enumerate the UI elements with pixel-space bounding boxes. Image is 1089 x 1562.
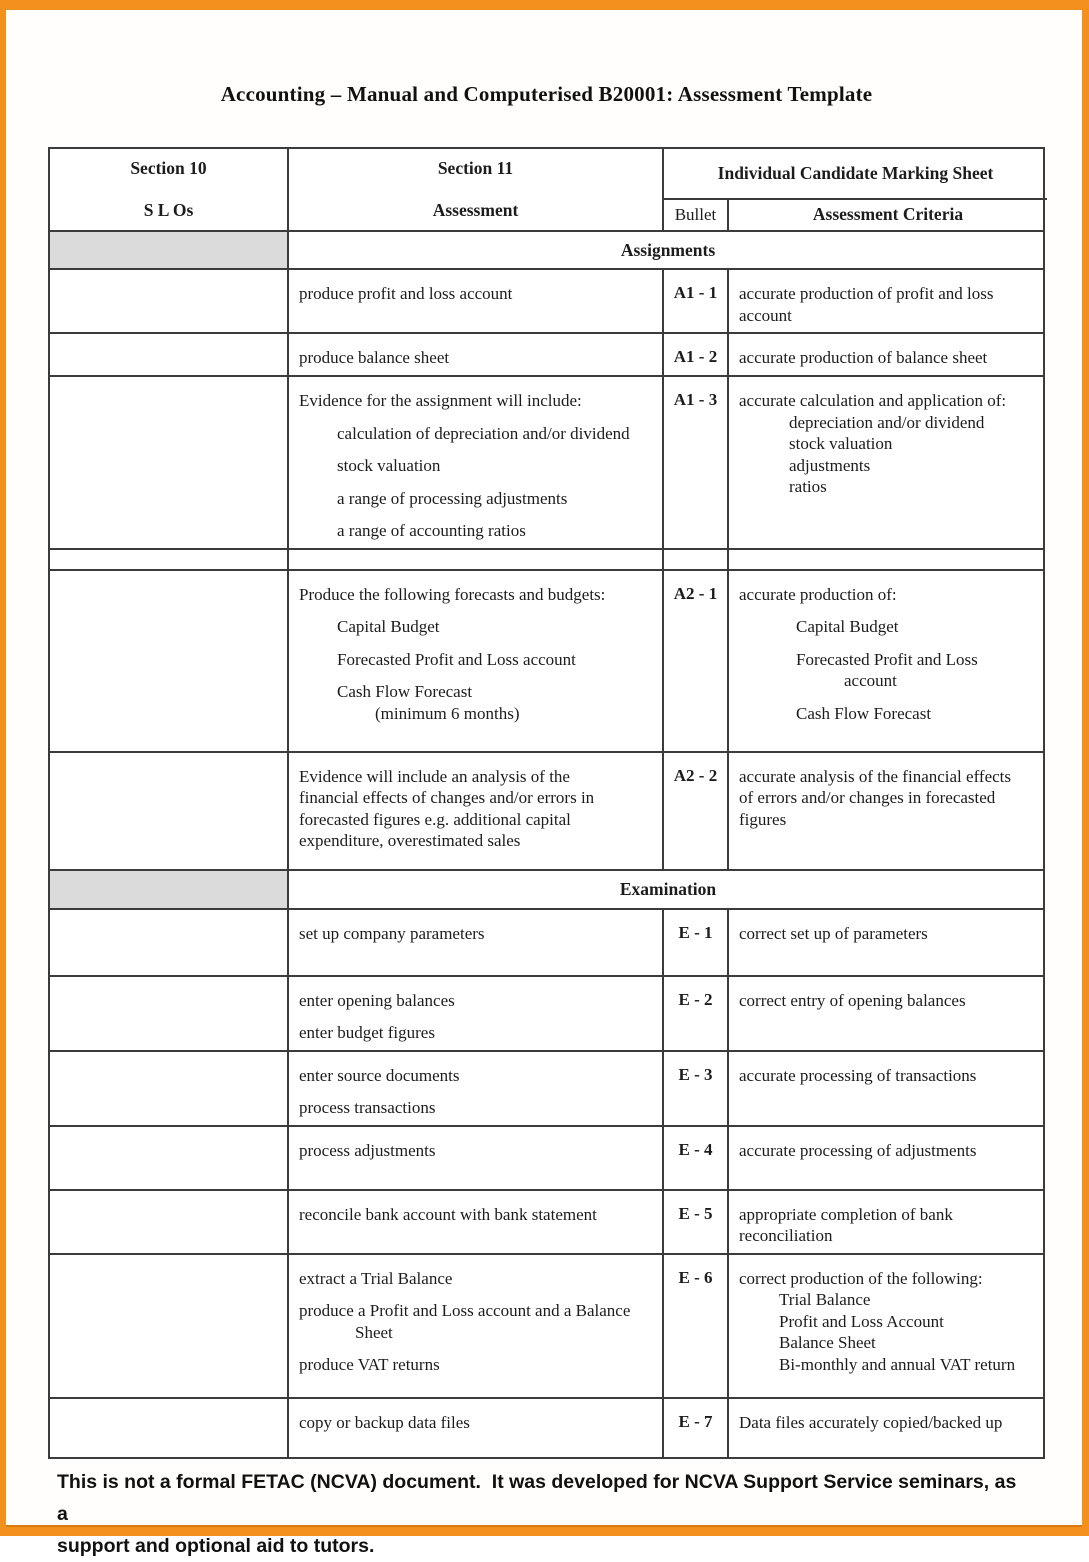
text-line: a range of processing adjustments <box>337 488 568 508</box>
assessment-cell <box>287 1399 662 1457</box>
text-line: forecasted figures e.g. additional capital <box>299 809 571 829</box>
slo-cell <box>50 977 287 1050</box>
text-line: Bi-monthly and annual VAT return <box>779 1354 1016 1374</box>
slo-cell <box>50 334 287 375</box>
assessment-table <box>48 147 1045 1459</box>
text-line: account <box>844 671 897 690</box>
text-line: Forecasted Profit and Loss account <box>337 649 576 669</box>
bullet-cell: E - 2 <box>662 977 727 1050</box>
text-line: Produce the following forecasts and budgets: <box>299 584 606 604</box>
text-line: correct production of the following: <box>739 1268 983 1288</box>
bullet-cell: E - 6 <box>662 1255 727 1397</box>
table-header-row <box>50 149 1043 230</box>
slo-cell <box>50 571 287 751</box>
text-line: Cash Flow Forecast <box>796 703 932 723</box>
header-section10-cell <box>50 149 287 230</box>
text-line: enter source documents <box>299 1065 460 1085</box>
text-line: accurate production of: <box>739 584 897 604</box>
table-row-e-6 <box>50 1253 1043 1397</box>
text-line: accurate processing of adjustments <box>739 1140 977 1160</box>
criteria-cell <box>727 571 1047 751</box>
assessment-cell <box>287 377 662 548</box>
slo-cell <box>50 550 287 569</box>
header-criteria-label: Assessment Criteria <box>812 204 964 225</box>
text-line: correct set up of parameters <box>739 923 928 943</box>
text-line: Data files accurately copied/backed up <box>739 1412 1003 1432</box>
text-line: expenditure, overestimated sales <box>299 831 521 850</box>
assessment-cell <box>287 977 662 1050</box>
document-title: Accounting – Manual and Computerised B20001: Assessment Template <box>220 82 873 106</box>
assessment-cell <box>287 270 662 332</box>
criteria-cell <box>727 334 1047 375</box>
slo-cell <box>50 1127 287 1189</box>
table-row-e-7 <box>50 1397 1043 1457</box>
assessment-cell <box>287 910 662 975</box>
slo-cell <box>50 1399 287 1457</box>
header-assessment-label: Assessment <box>432 199 519 220</box>
criteria-cell <box>727 1191 1047 1253</box>
header-bullet-cell <box>662 198 727 230</box>
text-line: Capital Budget <box>337 617 440 636</box>
text-line: figures <box>739 809 787 829</box>
table-row-e-3 <box>50 1050 1043 1125</box>
criteria-cell <box>727 270 1047 332</box>
bullet-cell: E - 4 <box>662 1127 727 1189</box>
text-line: stock valuation <box>789 434 893 453</box>
header-bullet-label: Bullet <box>674 205 717 225</box>
assessment-cell <box>287 571 662 751</box>
criteria-cell <box>727 977 1047 1050</box>
slo-cell <box>50 1191 287 1253</box>
table-row-a2-2 <box>50 751 1043 869</box>
assessment-cell <box>287 753 662 869</box>
text-line: ratios <box>789 477 827 496</box>
text-line: stock valuation <box>337 456 441 475</box>
text-line: enter opening balances <box>299 990 455 1010</box>
assessment-cell <box>287 1255 662 1397</box>
slo-cell <box>50 1052 287 1125</box>
text-line: extract a Trial Balance <box>299 1268 453 1288</box>
text-line: Capital Budget <box>796 617 899 636</box>
table-row-e-5 <box>50 1189 1043 1253</box>
criteria-cell <box>727 377 1047 548</box>
text-line: produce balance sheet <box>299 348 450 367</box>
text-line: correct entry of opening balances <box>739 990 966 1010</box>
text-line: produce a Profit and Loss account and a Balance <box>299 1301 631 1320</box>
header-marking-sheet-cell <box>662 149 1047 198</box>
criteria-cell <box>727 1052 1047 1125</box>
bullet-cell: A2 - 2 <box>662 753 727 869</box>
header-marking-sheet-label: Individual Candidate Marking Sheet <box>717 162 994 183</box>
section-bar-examination <box>50 869 1043 908</box>
text-line: process transactions <box>299 1098 436 1117</box>
criteria-cell <box>727 550 1047 569</box>
header-section11-label: Section 11 <box>437 158 514 178</box>
text-line: accurate production of profit and loss <box>739 284 994 303</box>
text-line: Profit and Loss Account <box>779 1311 944 1331</box>
text-line: enter budget figures <box>299 1023 435 1042</box>
footer-line: support and optional aid to tutors. <box>57 1535 375 1557</box>
slo-gray-cell <box>50 232 287 268</box>
header-slos-label: S L Os <box>143 199 194 220</box>
text-line: (minimum 6 months) <box>375 703 520 723</box>
table-row-e-4 <box>50 1125 1043 1189</box>
text-line: Evidence for the assignment will include: <box>299 391 582 410</box>
section-bar-label: Assignments <box>287 232 1047 268</box>
text-line: accurate production of balance sheet <box>739 348 988 367</box>
header-criteria-cell <box>727 198 1047 230</box>
text-line: process adjustments <box>299 1140 436 1160</box>
header-section10-label: Section 10 <box>130 158 207 178</box>
text-line: Sheet <box>355 1322 393 1342</box>
text-line: Balance Sheet <box>779 1333 876 1352</box>
text-line: produce VAT returns <box>299 1355 440 1374</box>
assessment-cell <box>287 1052 662 1125</box>
text-line: adjustments <box>789 455 871 475</box>
bullet-cell <box>662 550 727 569</box>
header-section11-cell <box>287 149 662 230</box>
section-bar-assignments <box>50 230 1043 268</box>
text-line: Forecasted Profit and Loss <box>796 649 978 669</box>
text-line: depreciation and/or dividend <box>789 412 985 432</box>
slo-cell <box>50 753 287 869</box>
bullet-cell: E - 1 <box>662 910 727 975</box>
text-line: a range of accounting ratios <box>337 521 526 540</box>
text-line: copy or backup data files <box>299 1412 470 1432</box>
table-row-e-2 <box>50 975 1043 1050</box>
table-row-a1-2 <box>50 332 1043 375</box>
criteria-cell <box>727 1127 1047 1189</box>
table-row-a2-1 <box>50 569 1043 751</box>
text-line: accurate processing of transactions <box>739 1065 977 1085</box>
text-line: financial effects of changes and/or errors in <box>299 788 595 807</box>
slo-cell <box>50 910 287 975</box>
text-line: reconcile bank account with bank statement <box>299 1204 597 1224</box>
assessment-cell <box>287 550 662 569</box>
criteria-cell <box>727 1399 1047 1457</box>
bullet-cell: E - 5 <box>662 1191 727 1253</box>
bullet-cell: E - 3 <box>662 1052 727 1125</box>
footer-line: This is not a formal FETAC (NCVA) document. It was developed for NCVA Support Service seminars, as a <box>57 1471 1022 1525</box>
text-line: Cash Flow Forecast <box>337 682 473 701</box>
text-line: set up company parameters <box>299 923 485 943</box>
bullet-cell: A2 - 1 <box>662 571 727 751</box>
table-row-a1-1 <box>50 268 1043 332</box>
footer-note <box>57 1466 1022 1562</box>
section-bar-label: Examination <box>287 871 1047 908</box>
text-line: accurate calculation and application of: <box>739 391 1007 410</box>
table-row-a1-3 <box>50 375 1043 548</box>
slo-cell <box>50 1255 287 1397</box>
criteria-cell <box>727 910 1047 975</box>
table-row-e-1 <box>50 908 1043 975</box>
text-line: calculation of depreciation and/or dividend <box>337 423 630 443</box>
bullet-cell: A1 - 2 <box>662 334 727 375</box>
slo-gray-cell <box>50 871 287 908</box>
text-line: Evidence will include an analysis of the <box>299 766 570 786</box>
assessment-cell <box>287 1191 662 1253</box>
bullet-cell: E - 7 <box>662 1399 727 1457</box>
slo-cell <box>50 270 287 332</box>
assessment-cell <box>287 334 662 375</box>
slo-cell <box>50 377 287 548</box>
text-line: accurate analysis of the financial effects <box>739 766 1012 786</box>
text-line: reconciliation <box>739 1226 833 1245</box>
text-line: produce profit and loss account <box>299 284 513 303</box>
criteria-cell <box>727 753 1047 869</box>
criteria-cell <box>727 1255 1047 1397</box>
bullet-cell: A1 - 3 <box>662 377 727 548</box>
text-line: account <box>739 305 792 325</box>
spacer-row <box>50 548 1043 569</box>
assessment-cell <box>287 1127 662 1189</box>
text-line: of errors and/or changes in forecasted <box>739 788 996 807</box>
text-line: Trial Balance <box>779 1290 871 1309</box>
bullet-cell: A1 - 1 <box>662 270 727 332</box>
text-line: appropriate completion of bank <box>739 1204 953 1224</box>
